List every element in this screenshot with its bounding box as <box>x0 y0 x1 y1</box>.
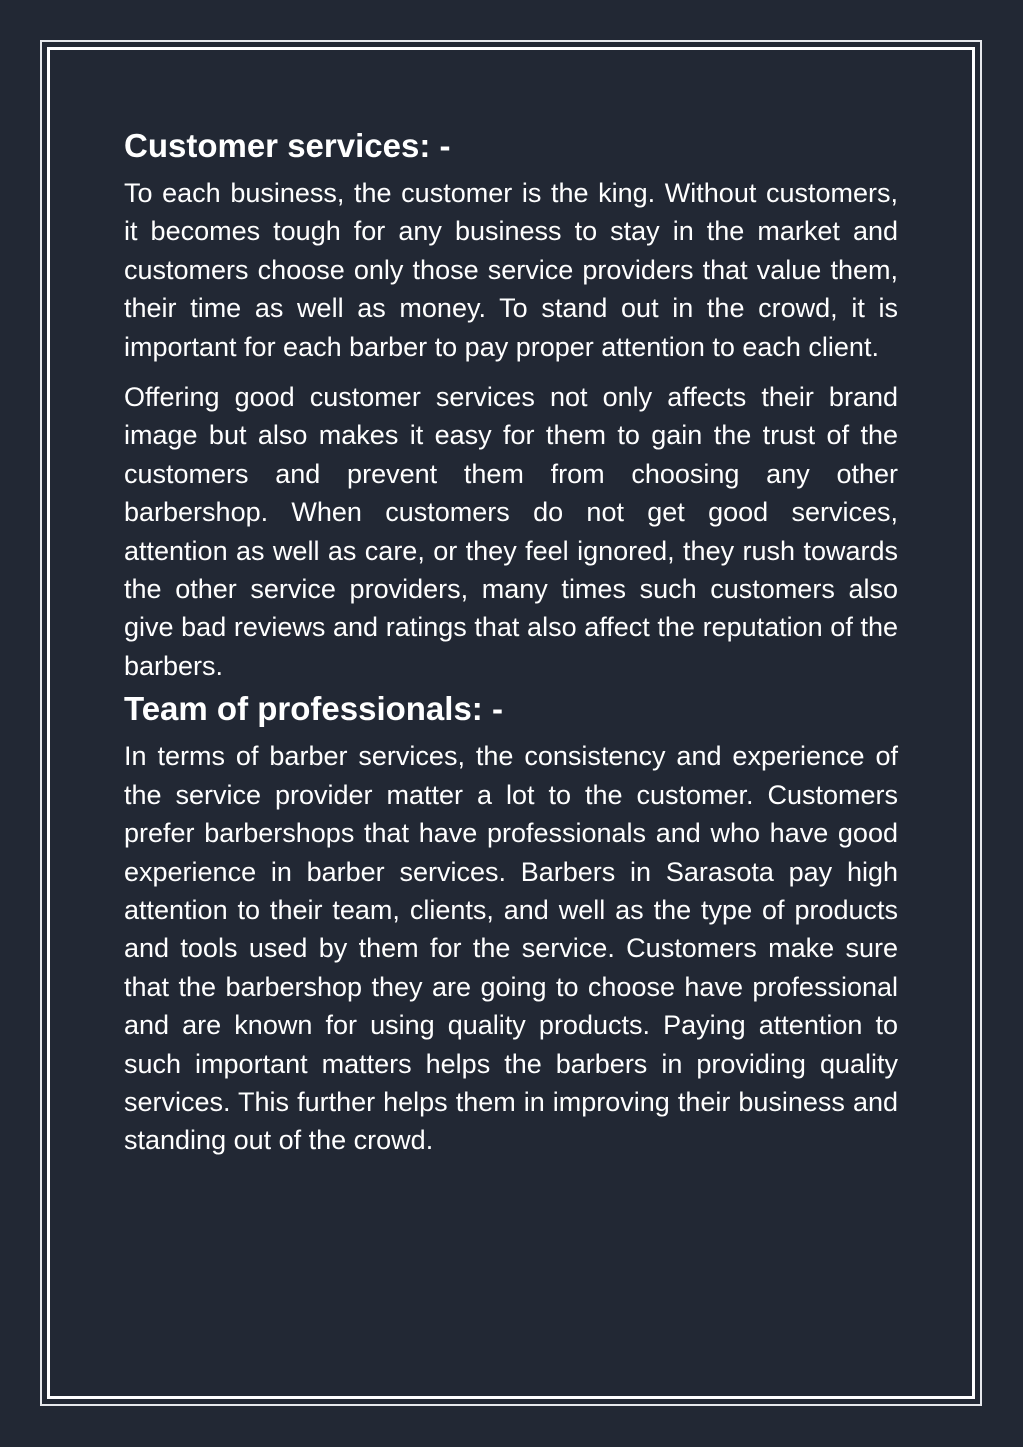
paragraph-good-customer-services: Offering good customer services not only affects their brand image but also makes it easy for them to gain the trust of the customers and prevent them from choosing any other barbershop. When customers do not get good services, attention as well as care, or they feel ignored, they rush towards the other service providers, many times such customers also give bad reviews and ratings that also affect the reputation of the barbers. <box>124 382 898 681</box>
paragraph-barber-consistency: In terms of barber services, the consistency and experience of the service provider matter a lot to the customer. Customers prefer barbershops that have professionals and who have good experience in barber services. Barbers in Sarasota pay high attention to their team, clients, and well as the type of products and tools used by them for the service. Customers make sure that the barbershop they are going to choose have professional and are known for using quality products. Paying attention to such important matters helps the barbers in providing quality services. This further helps them in improving their business and standing out of the crowd. <box>124 741 898 1156</box>
section-heading-customer-services: Customer services: - <box>124 127 451 164</box>
paragraph-customer-king: To each business, the customer is the king. Without customers, it becomes tough for any business to stay in the market and customers choose only those service providers that value them, their time as well as money. To stand out in the crowd, it is important for each barber to pay proper attention to each client. <box>124 178 898 362</box>
section-heading-team-of-professionals: Team of professionals: - <box>124 690 503 728</box>
document-body <box>124 124 898 1172</box>
